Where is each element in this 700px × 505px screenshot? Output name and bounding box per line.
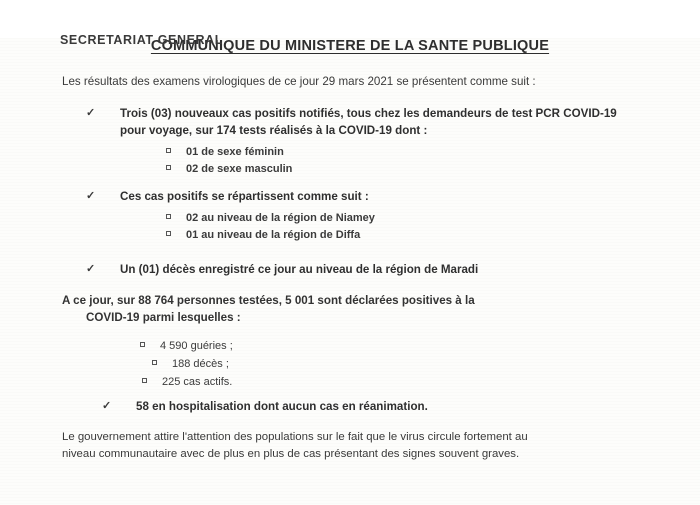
sub-list-item [164, 210, 640, 228]
summary-line-1: A ce jour, sur 88 764 personnes testées, 5 001 sont déclarées positives à la [62, 293, 475, 307]
list-item [82, 105, 640, 179]
square-bullet-icon [142, 378, 147, 383]
sub-list-item [138, 374, 640, 392]
document-page [0, 33, 700, 505]
square-bullet-icon [166, 214, 171, 219]
check-icon: ✓ [86, 106, 96, 119]
sub-list-item [138, 338, 640, 356]
check-icon: ✓ [102, 400, 112, 413]
sub-list-item-text: 4 590 guéries ; [160, 339, 233, 352]
check-icon: ✓ [86, 190, 96, 203]
square-bullet-icon [140, 342, 145, 347]
sub-list-item [164, 161, 640, 179]
tail-partial-line [60, 477, 640, 487]
closing-paragraph [60, 429, 640, 464]
sub-list-item [164, 227, 640, 245]
sub-list-item-text: 188 décès ; [172, 357, 229, 370]
list-item-text: Trois (03) nouveaux cas positifs notifiés, tous chez les demandeurs de test PCR COVID-19 pour voyage, sur 174 tests réalisés à la COVID-19 dont : [120, 106, 617, 138]
sub-list-item-text: 02 au niveau de la région de Niamey [186, 211, 375, 224]
square-bullet-icon [166, 231, 171, 236]
check-icon: ✓ [86, 263, 96, 276]
list-item-text: Un (01) décès enregistré ce jour au niveau de la région de Maradi [120, 263, 479, 277]
list-item [82, 261, 640, 278]
hospitalisation-text: 58 en hospitalisation dont aucun cas en réanimation. [136, 400, 428, 414]
sub-list-item-text: 01 de sexe féminin [186, 145, 284, 158]
list-item-text: Ces cas positifs se répartissent comme suit : [120, 190, 369, 204]
summary-paragraph [60, 292, 640, 327]
summary-sub-list [138, 338, 640, 391]
intro-paragraph: Les résultats des examens virologiques de ce jour 29 mars 2021 se présentent comme suit : [62, 75, 536, 88]
sub-list-item [164, 144, 640, 162]
document-header-partial [60, 33, 380, 51]
closing-line-1: Le gouvernement attire l'attention des populations sur le fait que le virus circule fortement au [62, 430, 528, 443]
square-bullet-icon [166, 148, 171, 153]
sub-list [164, 144, 640, 180]
header-text: SECRETARIAT GENERAL [60, 33, 224, 47]
hospitalisation-item [98, 398, 640, 415]
square-bullet-icon [166, 165, 171, 170]
square-bullet-icon [152, 360, 157, 365]
sub-list-item-text: 01 au niveau de la région de Diffa [186, 229, 361, 242]
page-title: COMMUNIQUE DU MINISTERE DE LA SANTE PUBLIQUE [150, 38, 550, 54]
sub-list-item-text: 02 de sexe masculin [186, 163, 293, 176]
list-item [82, 188, 640, 245]
findings-list [60, 105, 640, 279]
sub-list-item [138, 356, 640, 374]
closing-line-2: niveau communautaire avec de plus en plus de cas présentant des signes souvent graves. [62, 448, 520, 461]
sub-list [164, 210, 640, 246]
sub-list-item-text: 225 cas actifs. [162, 375, 233, 388]
summary-line-2: COVID-19 parmi lesquelles : [86, 311, 241, 324]
